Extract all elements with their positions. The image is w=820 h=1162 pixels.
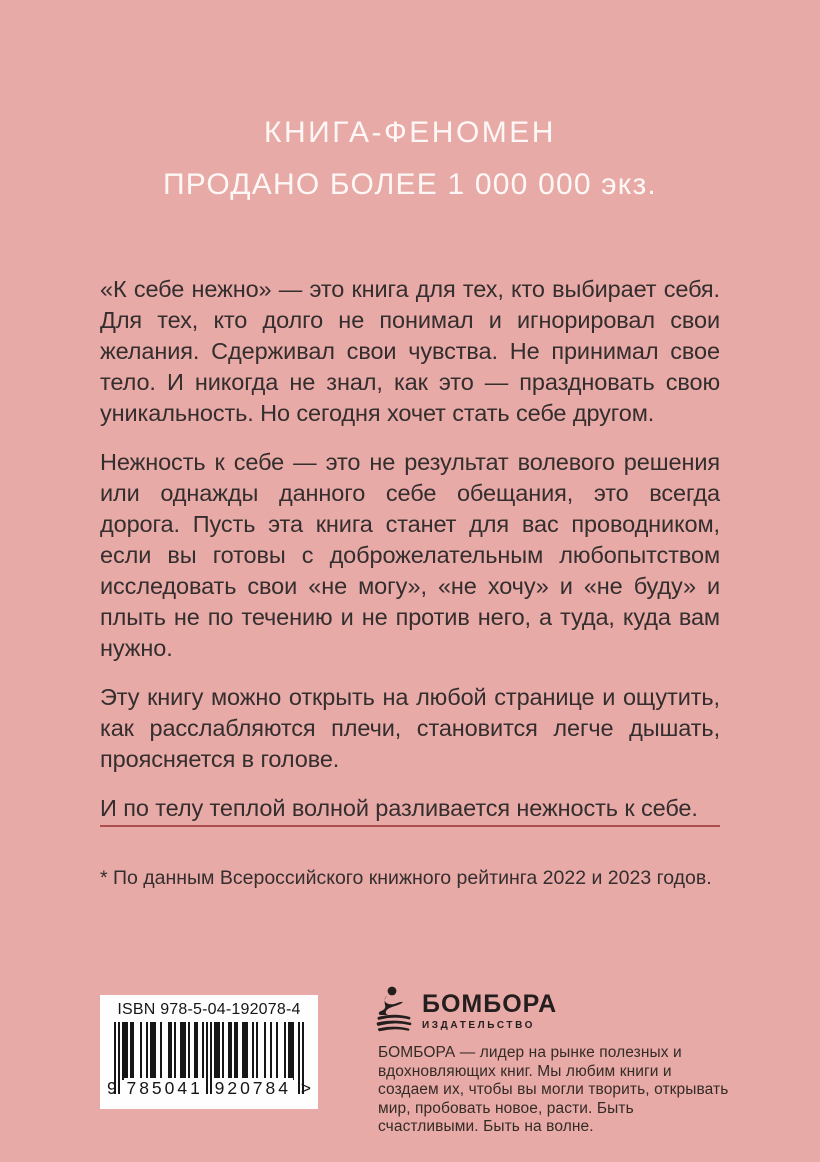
header-line-phenomenon: КНИГА-ФЕНОМЕН — [264, 116, 556, 149]
annotation-paragraph: Нежность к себе — это не результат волевого решения или однажды данного себе обещания, это всегда дорога. Пусть эта книга станет для вас проводником, если вы готовы с доброжелательным любопытством исследовать свои «не могу», «не хочу» и «не буду» и плыть не по течению и не против него, а туда, куда вам нужно. — [100, 449, 720, 661]
barcode-digit-group: 920784 — [214, 1078, 292, 1098]
footnote-text: * По данным Всероссийского книжного рейтинга 2022 и 2023 годов. — [100, 867, 712, 889]
publisher-name: БОМБОРА — [422, 990, 558, 1018]
annotation-paragraph: «К себе нежно» — это книга для тех, кто выбирает себя. Для тех, кто долго не понимал и игнорировал свои желания. Сдерживал свои чувства. Не принимал свое тело. И никогда не знал, как это — праздновать свою уникальность. Но сегодня хочет стать себе другом. — [100, 276, 720, 426]
annotation-paragraph: И по телу теплой волной разливается нежность к себе. — [100, 795, 698, 821]
isbn-label: ISBN 978-5-04-192078-4 — [117, 1001, 301, 1018]
publisher-logo — [375, 986, 557, 1034]
barcode-digits — [107, 1078, 311, 1099]
footnote-divider — [100, 825, 720, 827]
publisher-description: БОМБОРА — лидер на рынке полезных и вдохновляющих книг. Мы любим книги и создаем их, чтобы вы могли творить, открывать мир, пробовать новое, расти. Быть счастливыми. Быть на волне. — [378, 1044, 729, 1136]
barcode-digit-group: > — [300, 1078, 311, 1098]
surfer-on-wave-icon — [375, 986, 413, 1034]
publisher-subtitle: ИЗДАТЕЛЬСТВО — [422, 1020, 536, 1031]
header-line-sold-copies: ПРОДАНО БОЛЕЕ 1 000 000 экз. — [163, 168, 657, 201]
publisher-wordmark — [422, 986, 557, 1031]
isbn-barcode-block — [100, 995, 318, 1109]
cover-header — [0, 116, 820, 202]
annotation-paragraph: Эту книгу можно открыть на любой странице и ощутить, как расслабляются плечи, становится легче дышать, проясняется в голове. — [100, 684, 720, 772]
barcode-digit-group: 785041 — [126, 1078, 203, 1098]
annotation-text — [100, 274, 720, 824]
barcode-digit-group: 9 — [107, 1078, 117, 1098]
